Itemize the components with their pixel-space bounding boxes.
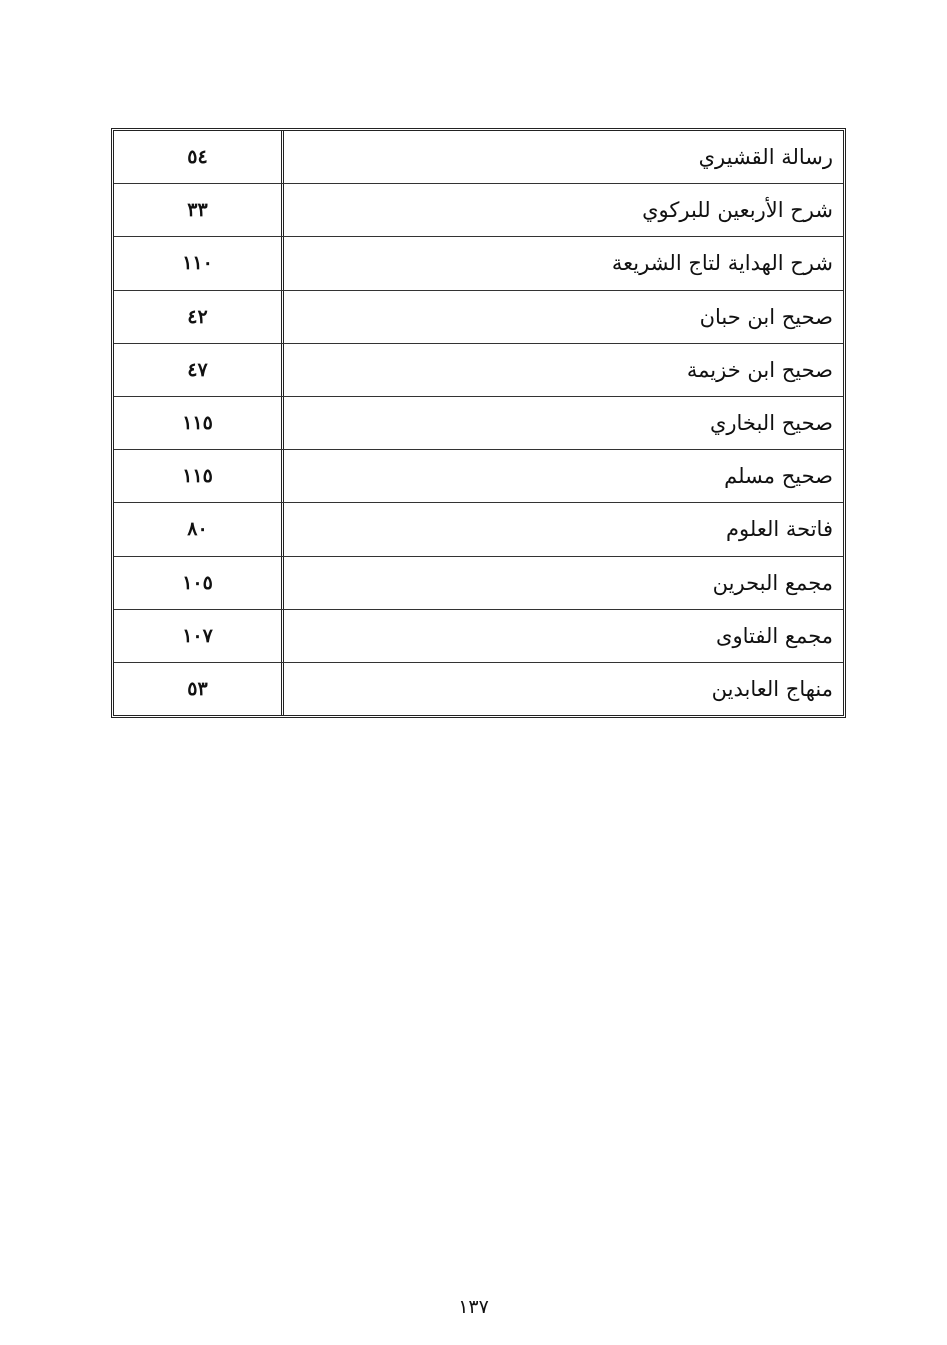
page-reference-cell: ١٠٥ [182, 571, 213, 594]
table-row [114, 291, 843, 344]
book-title-cell: صحيح ابن حبان [281, 291, 843, 343]
table-row [114, 184, 843, 237]
table-row [114, 450, 843, 503]
page-reference-cell: ٥٣ [187, 677, 208, 700]
page-reference-cell: ٨٠ [187, 518, 208, 541]
book-title-cell: شرح الهداية لتاج الشريعة [281, 237, 843, 289]
page-reference-cell: ٤٢ [187, 305, 208, 328]
book-title-cell: فاتحة العلوم [281, 503, 843, 555]
page-reference-cell: ٥٤ [187, 146, 208, 169]
page-reference-cell: ٣٣ [187, 199, 208, 222]
book-title-cell: مجمع البحرين [281, 557, 843, 609]
page-reference-cell: ٤٧ [187, 358, 208, 381]
index-table [111, 128, 846, 718]
book-title-cell: مجمع الفتاوى [281, 610, 843, 662]
book-title-cell: صحيح ابن خزيمة [281, 344, 843, 396]
table-row [114, 237, 843, 290]
table-row [114, 131, 843, 184]
page-reference-cell: ١١٥ [182, 465, 213, 488]
table-row [114, 344, 843, 397]
table-row [114, 610, 843, 663]
page-reference-cell: ١٠٧ [182, 624, 213, 647]
table-row [114, 503, 843, 556]
book-title-cell: صحيح مسلم [281, 450, 843, 502]
table-row [114, 557, 843, 610]
book-title-cell: رسالة القشيري [281, 131, 843, 183]
table-row [114, 663, 843, 715]
book-title-cell: صحيح البخاري [281, 397, 843, 449]
page-reference-cell: ١١٠ [182, 252, 213, 275]
page-reference-cell: ١١٥ [182, 412, 213, 435]
book-title-cell: منهاج العابدين [281, 663, 843, 715]
table-row [114, 397, 843, 450]
book-title-cell: شرح الأربعين للبركوي [281, 184, 843, 236]
page-number: ١٣٧ [458, 1296, 489, 1318]
